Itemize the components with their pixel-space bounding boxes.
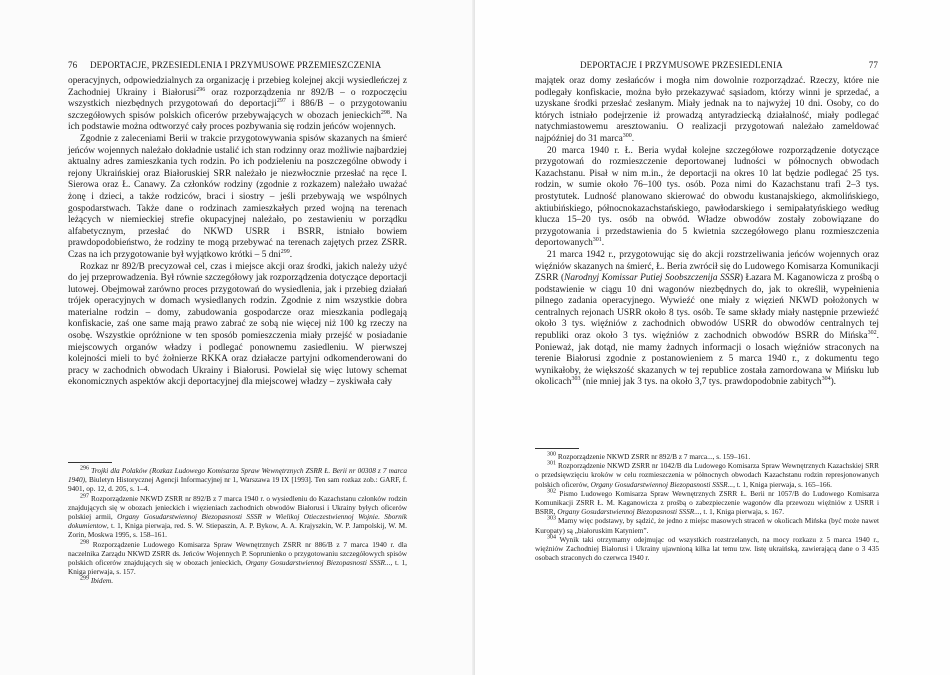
text-run: . (111, 576, 113, 586)
text-run: , t. 1, Kniga pierwaja, s. 157. (68, 558, 407, 577)
text-run: majątek oraz domy zesłańców i mogła nim dowolnie rozporządzać. Rzeczy, które nie podlegały konfiskacie, można było przekazywać sąsiadom, którzy winni je sprzedać, a uzyskane środki przesłać zesłanym. Miały jednak na to najwyżej 10 dni. Osoby, co do których istniało podejrzenie iż prowadzą antyradziecką działalność, miały podlegać natychmiastowemu aresztowaniu. O realizacji przygotowań należało zameldować najpóźniej do 31 marca (535, 76, 879, 144)
text-run: , t. 1, Kniga pierwaja, s. 165–166. (733, 479, 833, 489)
paragraph (68, 262, 407, 390)
footnote-ref: 302 (867, 329, 877, 336)
footnote (535, 452, 879, 461)
text-run: . (289, 249, 293, 260)
main-text (535, 76, 879, 389)
paragraph (68, 76, 407, 134)
text-run: . (631, 133, 635, 144)
text-run: (nie mniej jak 3 tys. na około 3,7 tys. prawdopodobnie zabitych (580, 377, 822, 388)
footnote (535, 516, 879, 534)
text-run: Mamy więc podstawy, by sądzić, że jedno z miejsc masowych straceń w okolicach Mińska (być może nawet Kuropaty) są „białoruskim Katyniem”. (535, 516, 879, 535)
text-run: , t. 1, Kniga pierwaja, red. S. W. Stiepaszin, A. P. Bykow, A. A. Krajyszkin, W. P. Jampolskij, W. M. Zorin, Moskwa 1995, s. 158–161. (68, 521, 407, 540)
footnote-ref: 299 (280, 248, 290, 255)
page-number: 77 (868, 60, 878, 70)
text-run: Rozkaz nr 892/B precyzował cel, czas i miejsce akcji oraz środki, jakich należy użyć do jej przeprowadzenia. Był równie szczegółowy jak rozporządzenia dotyczące deportacji lutowej. Obejmował zarówno proces przygotowań do wysiedlenia, jak i przebieg działań trójek operacyjnych w domach wysiedlanych rodzin. Zgodnie z nim wszystkie dobra materialne rodzin – domy, zabudowania gospodarcze oraz mieszkania podlegają konfiskacie, zaś one same mają prawo zabrać ze sobą nie więcej niż 100 kg rzeczy na osobę. Wszystkie opróżnione w ten sposób pomieszczenia miały przejść w posiadanie miejscowych organów władzy i podlegać ponownemu zasiedleniu. W pierwszej kolejności mieli to być żołnierze RKKA oraz działacze partyjni odkomenderowani do pracy w zachodnich obwodach Ukrainy i Białorusi. Powielał się więc lutowy schemat ekonomicznych aspektów akcji deportacyjnej dla miejscowej władzy – zyskiwała cały (68, 261, 407, 388)
text-run: Rozporządzenie NKWD ZSRR nr 892/B z 7 marca 1940 r. o wysiedleniu do Kazachstanu członków rodzin znajdujących się w obozach jenieckich i więzieniach zachodnich obwodów Białorusi i Ukrainy byłych oficerów polskiej armii, (68, 493, 407, 522)
text-run: . (601, 238, 605, 249)
footnote-ref: 297 (80, 493, 89, 500)
text-run: Wynik taki otrzymamy odejmując od wszystkich rozstrzelanych, na mocy rozkazu z 5 marca 1940 r., więźniów Zachodniej Białorusi i Ukrainy ujawnioną kilka lat temu tzw. listę ukraińską, zawierającą dane o 3 435 osobach straconych do czerwca 1940 r. (535, 534, 879, 563)
footnote-ref: 298 (380, 109, 390, 116)
footnote-ref: 296 (196, 86, 206, 93)
footnote-ref: 299 (80, 576, 89, 583)
footnote (535, 489, 879, 517)
footnote-ref: 301 (547, 460, 556, 467)
italic-text: Trojki dla Polaków (Rozkaz Ludowego Komisarza Spraw Wewnętrznych ZSRR Ł. Berii nr 00308 z 7 marca 1940) (68, 466, 407, 485)
paragraph (535, 146, 879, 250)
footnote-ref: 303 (547, 516, 556, 522)
footnote (68, 576, 407, 585)
footnotes (68, 466, 407, 586)
running-header: DEPORTACJE, PRZESIEDLENIA I PRZYMUSOWE PRZEMIESZCZENIA (90, 60, 382, 70)
footnote (68, 466, 407, 494)
footnote (68, 494, 407, 540)
page-number: 76 (68, 60, 78, 70)
right-page (475, 0, 950, 675)
text-run: Zgodnie z zaleceniami Berii w trakcie przygotowywania spisów skazanych na śmierć jeńców wojennych należało dokładnie ustalić ich stan rodzinny oraz możliwie najbardziej aktualny adres zamieszkania tych rodzin. Po ich podzieleniu na poszczególne obwody i rejony Ukraińskiej oraz Białoruskiej SRR należało je niezwłocznie przesłać na ręce I. Sierowa oraz Ł. Canawy. Za członków rodziny (zgodnie z rozkazem) należało uważać żonę i dzieci, a także rodziców, braci i siostry – jeśli przebywają we wspólnych gospodarstwach. Także dane o rodzinach zamieszkałych przed wojną na terenach leżących w niemieckiej strefie okupacyjnej należało, po zestawieniu w porządku alfabetycznym, przesłać do NKWD USRR i BSRR, istniało bowiem prawdopodobieństwo, że rodziny te mogą przebywać na terenach zajętych przez ZSRR. Czas na ich przygotowanie był wyjątkowo krótki – 5 dni (68, 133, 407, 260)
text-run: operacyjnych, odpowiedzialnych za organizację i przebieg kolejnej akcji wysiedleńczej z Zachodniej Ukrainy i Białorusi (68, 76, 407, 98)
text-run: . Ponieważ, jak dotąd, nie mamy żadnych informacji o losach więźniów straconych na terenie Białorusi zgodnie z postanowieniem z 5 marca 1940 r., z dokumentu tego wynikałoby, że większość skazanych w tej republice została zamordowana w Mińsku lub okolicach (535, 331, 879, 388)
text-run: 21 marca 1942 r., przygotowując się do akcji rozstrzeliwania jeńców wojennych oraz więźniów skazanych na śmierć, Ł. Beria zwrócił się do Ludowego Komisarza Komunikacji ZSRR ( (535, 249, 879, 284)
footnote-ref: 300 (622, 132, 632, 139)
footnotes (535, 452, 879, 562)
footnote-ref: 301 (592, 237, 602, 244)
italic-text: Narodnyj Komissar Putiej Soobszczenija SSSR (564, 273, 740, 284)
italic-text: Organy Gosudarstwiennoj Biezopasnosti SSSR w Wielikoj Otieczestwiennoj Wojnie. Sbornik dokumientow (68, 512, 407, 531)
paragraph (68, 134, 407, 262)
footnote (535, 535, 879, 563)
text-run: Rozporządzenie NKWD ZSRR nr 892/B z 7 marca..., s. 159–161. (556, 452, 751, 461)
text-run: Pismo Ludowego Komisarza Spraw Wewnętrznych ZSRR Ł. Berii nr 1057/B do Ludowego Komisarza Komunikacji ZSRR Ł. M. Kaganowicza z prośbą o zabezpieczenie wagonów dla przewozu więźniów z USRR i BSRR, (535, 488, 879, 517)
footnote-ref: 304 (821, 376, 831, 383)
footnote-ref: 297 (276, 98, 286, 105)
text-run: . Na ich podstawie można odtworzyć cały proces pozbywania się rodzin jeńców wojennych. (68, 110, 407, 133)
italic-text: Organy Gosudarstwiennoj Biezopasnosti SSSR... (557, 507, 700, 517)
main-text (68, 76, 407, 389)
footnote-ref: 302 (547, 488, 556, 495)
footnote-ref: 296 (80, 465, 89, 472)
text-run: i 886/B – o przygotowaniu szczegółowych spisów polskich oficerów przebywających w obozach jenieckich (68, 99, 407, 121)
footnote-ref: 303 (571, 376, 581, 383)
text-run: , Biuletyn Historycznej Agencji Informacyjnej nr 1, Warszawa 19 IX [1993]. Ten sam rozkaz zob.: GARF, f. 9401, op. 12, d. 205, s. 1–4. (68, 475, 407, 494)
italic-text: Organy Gosudarstwiennoj Biezopasnosti SSSR... (245, 558, 391, 568)
italic-text: Ibidem (90, 576, 112, 586)
text-run: , t. 1, Kniga pierwaja, s. 167. (699, 507, 785, 517)
text-run: Rozporządzenie NKWD ZSRR nr 1042/B dla Ludowego Komisarza Spraw Wewnętrznych Kazachskiej SRR o przedsięwzięciu kroków w celu rozmieszczenia w północnych obwodach Kazachstanu rodzin represjonowanych polskich oficerów, (535, 461, 879, 489)
running-header: DEPORTACJE I PRZYMUSOWE PRZESIEDLENIA (580, 60, 783, 70)
footnote (535, 461, 879, 489)
text-run: ) Łazara M. Kaganowicza z prośbą o podstawienie w ciągu 10 dni wagonów niezbędnych do, jak to określił, wypełnienia pilnego zadania operacyjnego. Wywieźć one miały z więzień NKWD położonych w centralnych rejonach USRR około 8 tys. osób. Te same składy miały następnie przewieźć około 3 tys. więźniów z zachodnich obwodów USRR do obwodów centralnych tej republiki oraz około 3 tys. więźniów z zachodnich obwodów BSRR do Mińska (535, 273, 880, 342)
footnote-divider (68, 462, 112, 463)
footnote-ref: 298 (80, 539, 89, 546)
footnote-ref: 300 (547, 451, 556, 458)
text-run: 20 marca 1940 r. Ł. Beria wydał kolejne szczegółowe rozporządzenie dotyczące przygotowań do rozmieszczenie deportowanej ludności w północnych obwodach Kazachstanu. Pisał w nim m.in., że deportacji na okres 10 lat będzie podlegać 25 tys. rodzin, w sumie około 76–100 tys. osób. Poza nimi do Kazachstanu trafi 2–3 tys. prostytutek. Ludność planowano skierować do obwodu kustanajskiego, akmolińskiego, aktiubińskiego, północnokazachstańskiego, pawłodarskiego i semipałatyńskiego według klucza 15–20 tys. osób na obwód. Władze obwodów zostały zobowiązane do przygotowania i przedstawienia do 5 kwietnia szczegółowego planu rozmieszczenia deportowanych (535, 145, 879, 249)
footnote (68, 540, 407, 577)
footnote-ref: 304 (547, 534, 556, 541)
italic-text: Organy Gosudarstwiennoj Biezopasnosti SSSR... (590, 479, 734, 489)
paragraph (535, 250, 879, 389)
footnote-divider (535, 448, 579, 449)
text-run: ). (830, 377, 837, 388)
paragraph (535, 76, 879, 146)
text-run: oraz rozporządzenia nr 892/B – o rozpoczęciu wszystkich niezbędnych przygotowań do deportacji (68, 87, 407, 110)
text-run: Rozporządzenie Ludowego Komisarza Spraw Wewnętrznych ZSRR nr 886/B z 7 marca 1940 r. dla naczelnika Zarządu NKWD ZSRR ds. Jeńców Wojennych P. Soprunienko o przygotowaniu szczegółowych spisów polskich oficerów znajdujących się w obozach jenieckich, (68, 539, 407, 568)
